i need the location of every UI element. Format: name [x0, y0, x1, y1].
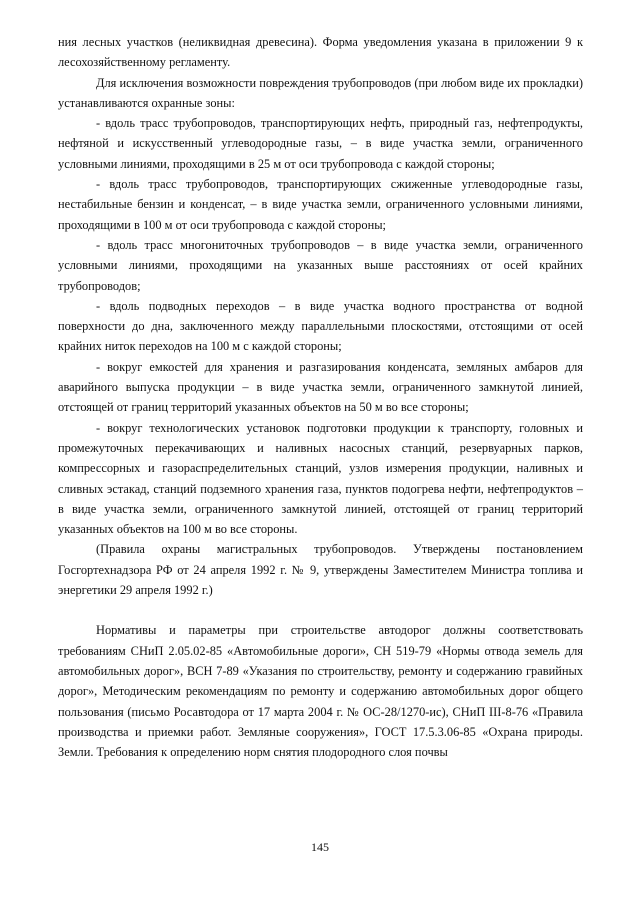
page-number: 145: [311, 840, 329, 854]
list-item-oil-gas-pipelines: - вдоль трасс трубопроводов, транспортирующих нефть, природный газ, нефтепродукты, нефтяной и искусственный углеводородные газы, – в виде участка земли, ограниченного условными линиями, проходящими в 25 м от оси трубопровода с каждой стороны;: [58, 116, 583, 171]
list-item-multi-line-pipelines: - вдоль трасс многониточных трубопроводов – в виде участка земли, ограниченного условными линиями, проходящими на указанных выше расстояниях от осей крайних трубопроводов;: [58, 237, 583, 293]
document-page: [58, 32, 583, 762]
list-item-underwater-crossings: - вдоль подводных переходов – в виде участка водного пространства от водной поверхности до дна, заключенного между параллельными плоскостями, отстоящими от осей крайних ниток переходов на 100 м с каждой стороны;: [58, 298, 583, 354]
list-item-technological-installations: - вокруг технологических установок подготовки продукции к транспорту, головных и промежуточных перекачивающих и наливных насосных станций, резервуарных парков, компрессорных и газораспределительных станций, узлов измерения продукции, наливных и сливных эстакад, станций подземного хранения газа, пунктов подогрева нефти, нефтепродуктов – в виде участка земли, ограниченного замкнутой линией, отстоящей от границ территорий указанных объектов на 100 м во все стороны.: [58, 420, 583, 537]
paragraph-protection-zones-intro: Для исключения возможности повреждения трубопроводов (при любом виде их прокладки) устанавливаются охранные зоны:: [58, 75, 583, 110]
list-item-liquefied-gas-pipelines: - вдоль трасс трубопроводов, транспортирующих сжиженные углеводородные газы, нестабильные бензин и конденсат, – в виде участка земли, ограниченного условными линиями, проходящими в 100 м от оси трубопровода с каждой стороны;: [58, 177, 583, 232]
list-item-condensate-tanks: - вокруг емкостей для хранения и разгазирования конденсата, земляных амбаров для аварийного выпуска продукции – в виде участка земли, ограниченного замкнутой линией, отстоящей от границ территорий указанных объектов на 50 м во все стороны;: [58, 359, 583, 415]
paragraph-road-construction-norms: Нормативы и параметры при строительстве автодорог должны соответствовать требованиям СНиП 2.05.02-85 «Автомобильные дороги», СН 519-79 «Нормы отвода земель для автомобильных дорог», ВСН 7-89 «Указания по строительству, ремонту и содержанию гравийных дорог», Методическим рекомендациям по ремонту и содержанию автомобильных дорог общего пользования (письмо Росавтодора от 17 марта 2004 г. № ОС-28/1270-ис), СНиП III-8-76 «Правила производства и приемки работ. Земляные сооружения», ГОСТ 17.5.3.06-85 «Охрана природы. Земли. Требования к определению норм снятия плодородного слоя почвы: [58, 623, 583, 760]
paragraph-continuation: ния лесных участков (неликвидная древесина). Форма уведомления указана в приложении 9 к лесохозяйственному регламенту.: [58, 35, 583, 70]
paragraph-regulation-reference: (Правила охраны магистральных трубопроводов. Утверждены постановлением Госгортехнадзора РФ от 24 апреля 1992 г. № 9, утверждены Заместителем Министра топлива и энергетики 29 апреля 1992 г.): [58, 542, 583, 598]
